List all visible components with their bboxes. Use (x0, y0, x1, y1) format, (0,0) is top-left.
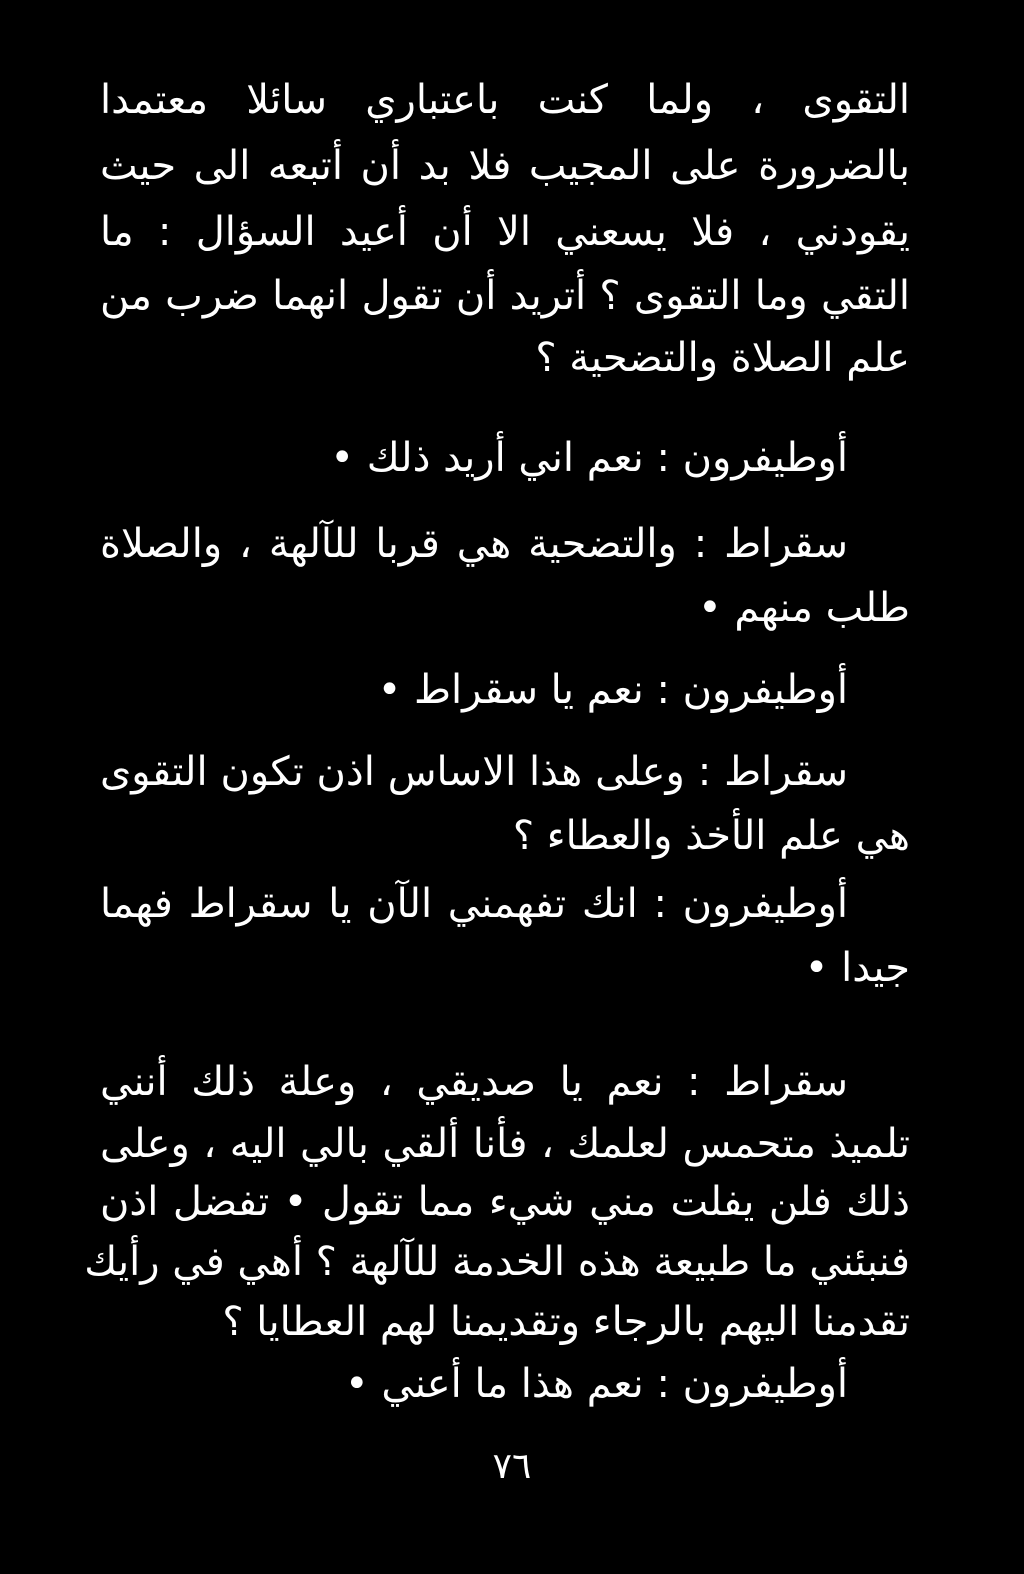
text-line: هي علم الأخذ والعطاء ؟ (512, 813, 910, 859)
dialogue-line-euthyphro: أوطيفرون : نعم هذا ما أعني • (345, 1361, 848, 1407)
text-line: فنبئني ما طبيعة هذه الخدمة للآلهة ؟ أهي في رأيك (84, 1239, 910, 1285)
text-line: تقدمنا اليهم بالرجاء وتقديمنا لهم العطايا ؟ (222, 1299, 910, 1345)
text-line: تلميذ متحمس لعلمك ، فأنا ألقي بالي اليه ، وعلى (100, 1121, 910, 1167)
dialogue-line-socrates: سقراط : نعم يا صديقي ، وعلة ذلك أنني (100, 1059, 848, 1105)
page-number: ٧٦ (492, 1446, 532, 1487)
text-line: التقي وما التقوى ؟ أتريد أن تقول انهما ضرب من (100, 273, 910, 319)
text-line: يقودني ، فلا يسعني الا أن أعيد السؤال : ما (100, 209, 910, 255)
text-line: التقوى ، ولما كنت باعتباري سائلا معتمدا (100, 77, 910, 123)
text-line: علم الصلاة والتضحية ؟ (535, 335, 910, 381)
dialogue-line-socrates: سقراط : وعلى هذا الاساس اذن تكون التقوى (100, 749, 848, 795)
dialogue-line-euthyphro: أوطيفرون : نعم اني أريد ذلك • (330, 435, 848, 481)
text-line: بالضرورة على المجيب فلا بد أن أتبعه الى حيث (100, 143, 910, 189)
text-line: طلب منهم • (698, 585, 910, 631)
dialogue-line-euthyphro: أوطيفرون : انك تفهمني الآن يا سقراط فهما (100, 881, 848, 927)
dialogue-line-socrates: سقراط : والتضحية هي قربا للآلهة ، والصلاة (100, 521, 848, 567)
text-line: ذلك فلن يفلت مني شيء مما تقول • تفضل اذن (100, 1179, 910, 1225)
text-line: جيدا • (804, 945, 910, 991)
dialogue-line-euthyphro: أوطيفرون : نعم يا سقراط • (377, 667, 848, 713)
